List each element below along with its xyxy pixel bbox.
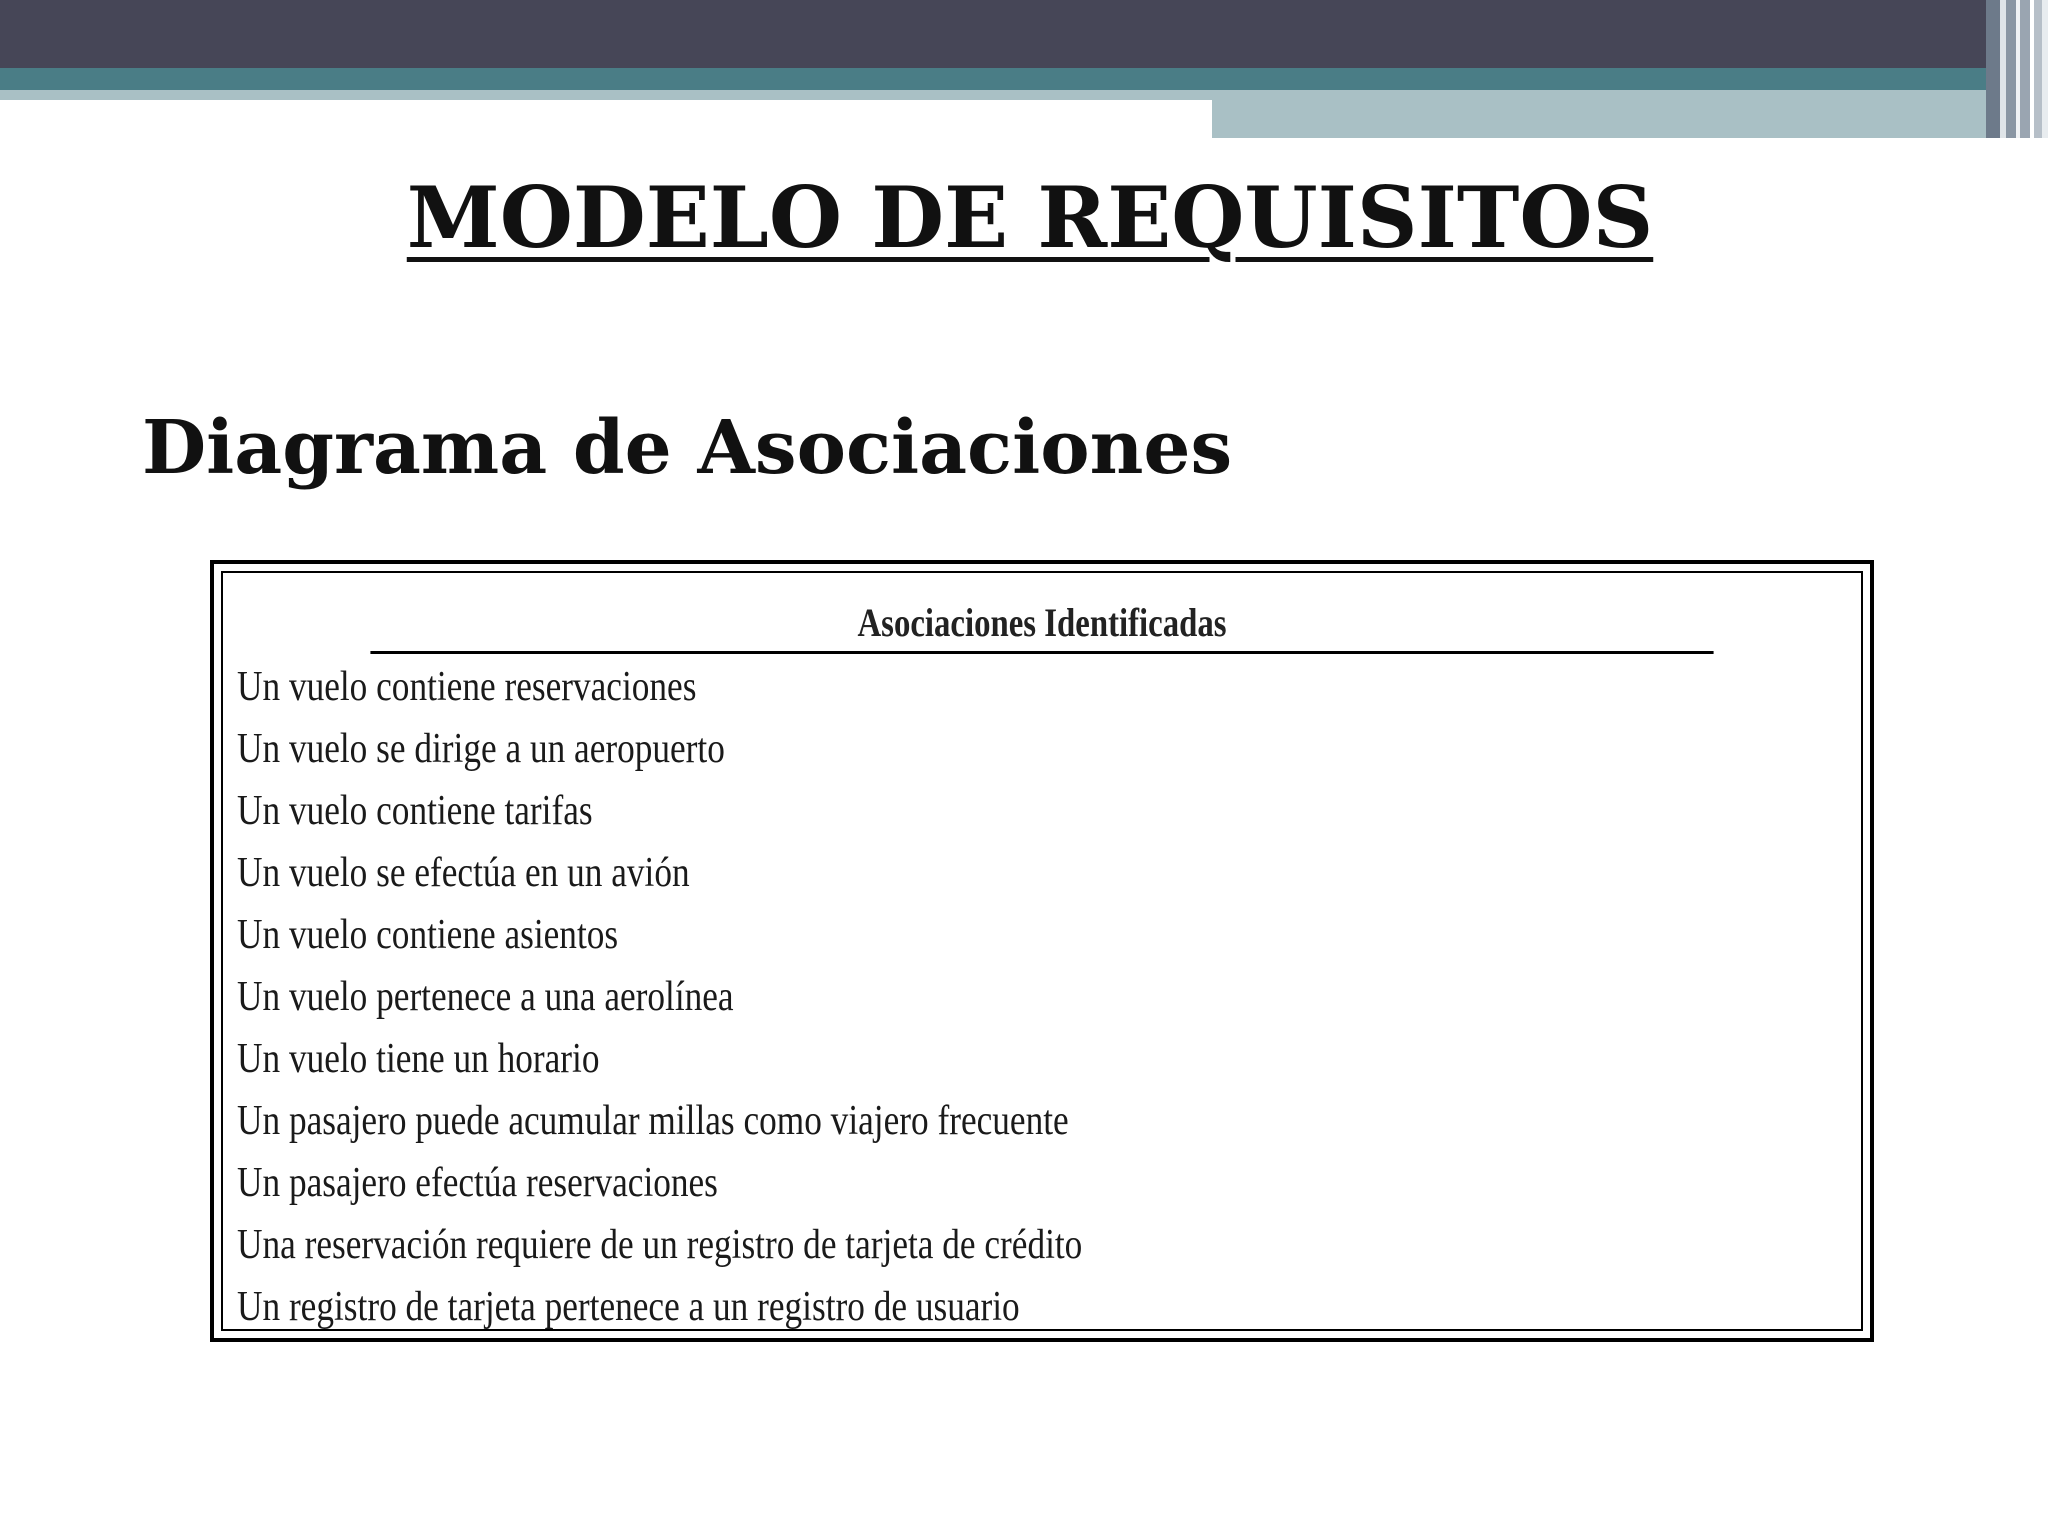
table-row: Un registro de tarjeta pertenece a un registro de usuario (237, 1284, 1020, 1330)
table-row: Un vuelo contiene reservaciones (237, 664, 697, 710)
top-bar-light-right (1212, 90, 2048, 138)
table-row: Un pasajero puede acumular millas como viajero frecuente (237, 1098, 1069, 1144)
top-bar-teal (0, 68, 2048, 90)
table-row: Un pasajero efectúa reservaciones (237, 1160, 718, 1206)
table-row: Un vuelo tiene un horario (237, 1036, 600, 1082)
table-rows (223, 654, 1861, 1338)
top-bar-dark (0, 0, 2048, 68)
top-bar-light-left (0, 90, 1212, 100)
table-row: Un vuelo se efectúa en un avión (237, 850, 690, 896)
table-row: Un vuelo contiene tarifas (237, 788, 593, 834)
associations-table (210, 560, 1874, 1342)
slide-title: MODELO DE REQUISITOS (406, 168, 1654, 267)
table-row: Una reservación requiere de un registro de tarjeta de crédito (237, 1222, 1083, 1268)
decorative-stripes (1986, 0, 2048, 138)
associations-table-inner (221, 571, 1863, 1331)
slide-subtitle: Diagrama de Asociaciones (142, 405, 1233, 491)
table-row: Un vuelo contiene asientos (237, 912, 619, 958)
table-header: Asociaciones Identificadas (370, 573, 1713, 654)
table-row: Un vuelo se dirige a un aeropuerto (237, 726, 725, 772)
table-row: Un vuelo pertenece a una aerolínea (237, 974, 734, 1020)
